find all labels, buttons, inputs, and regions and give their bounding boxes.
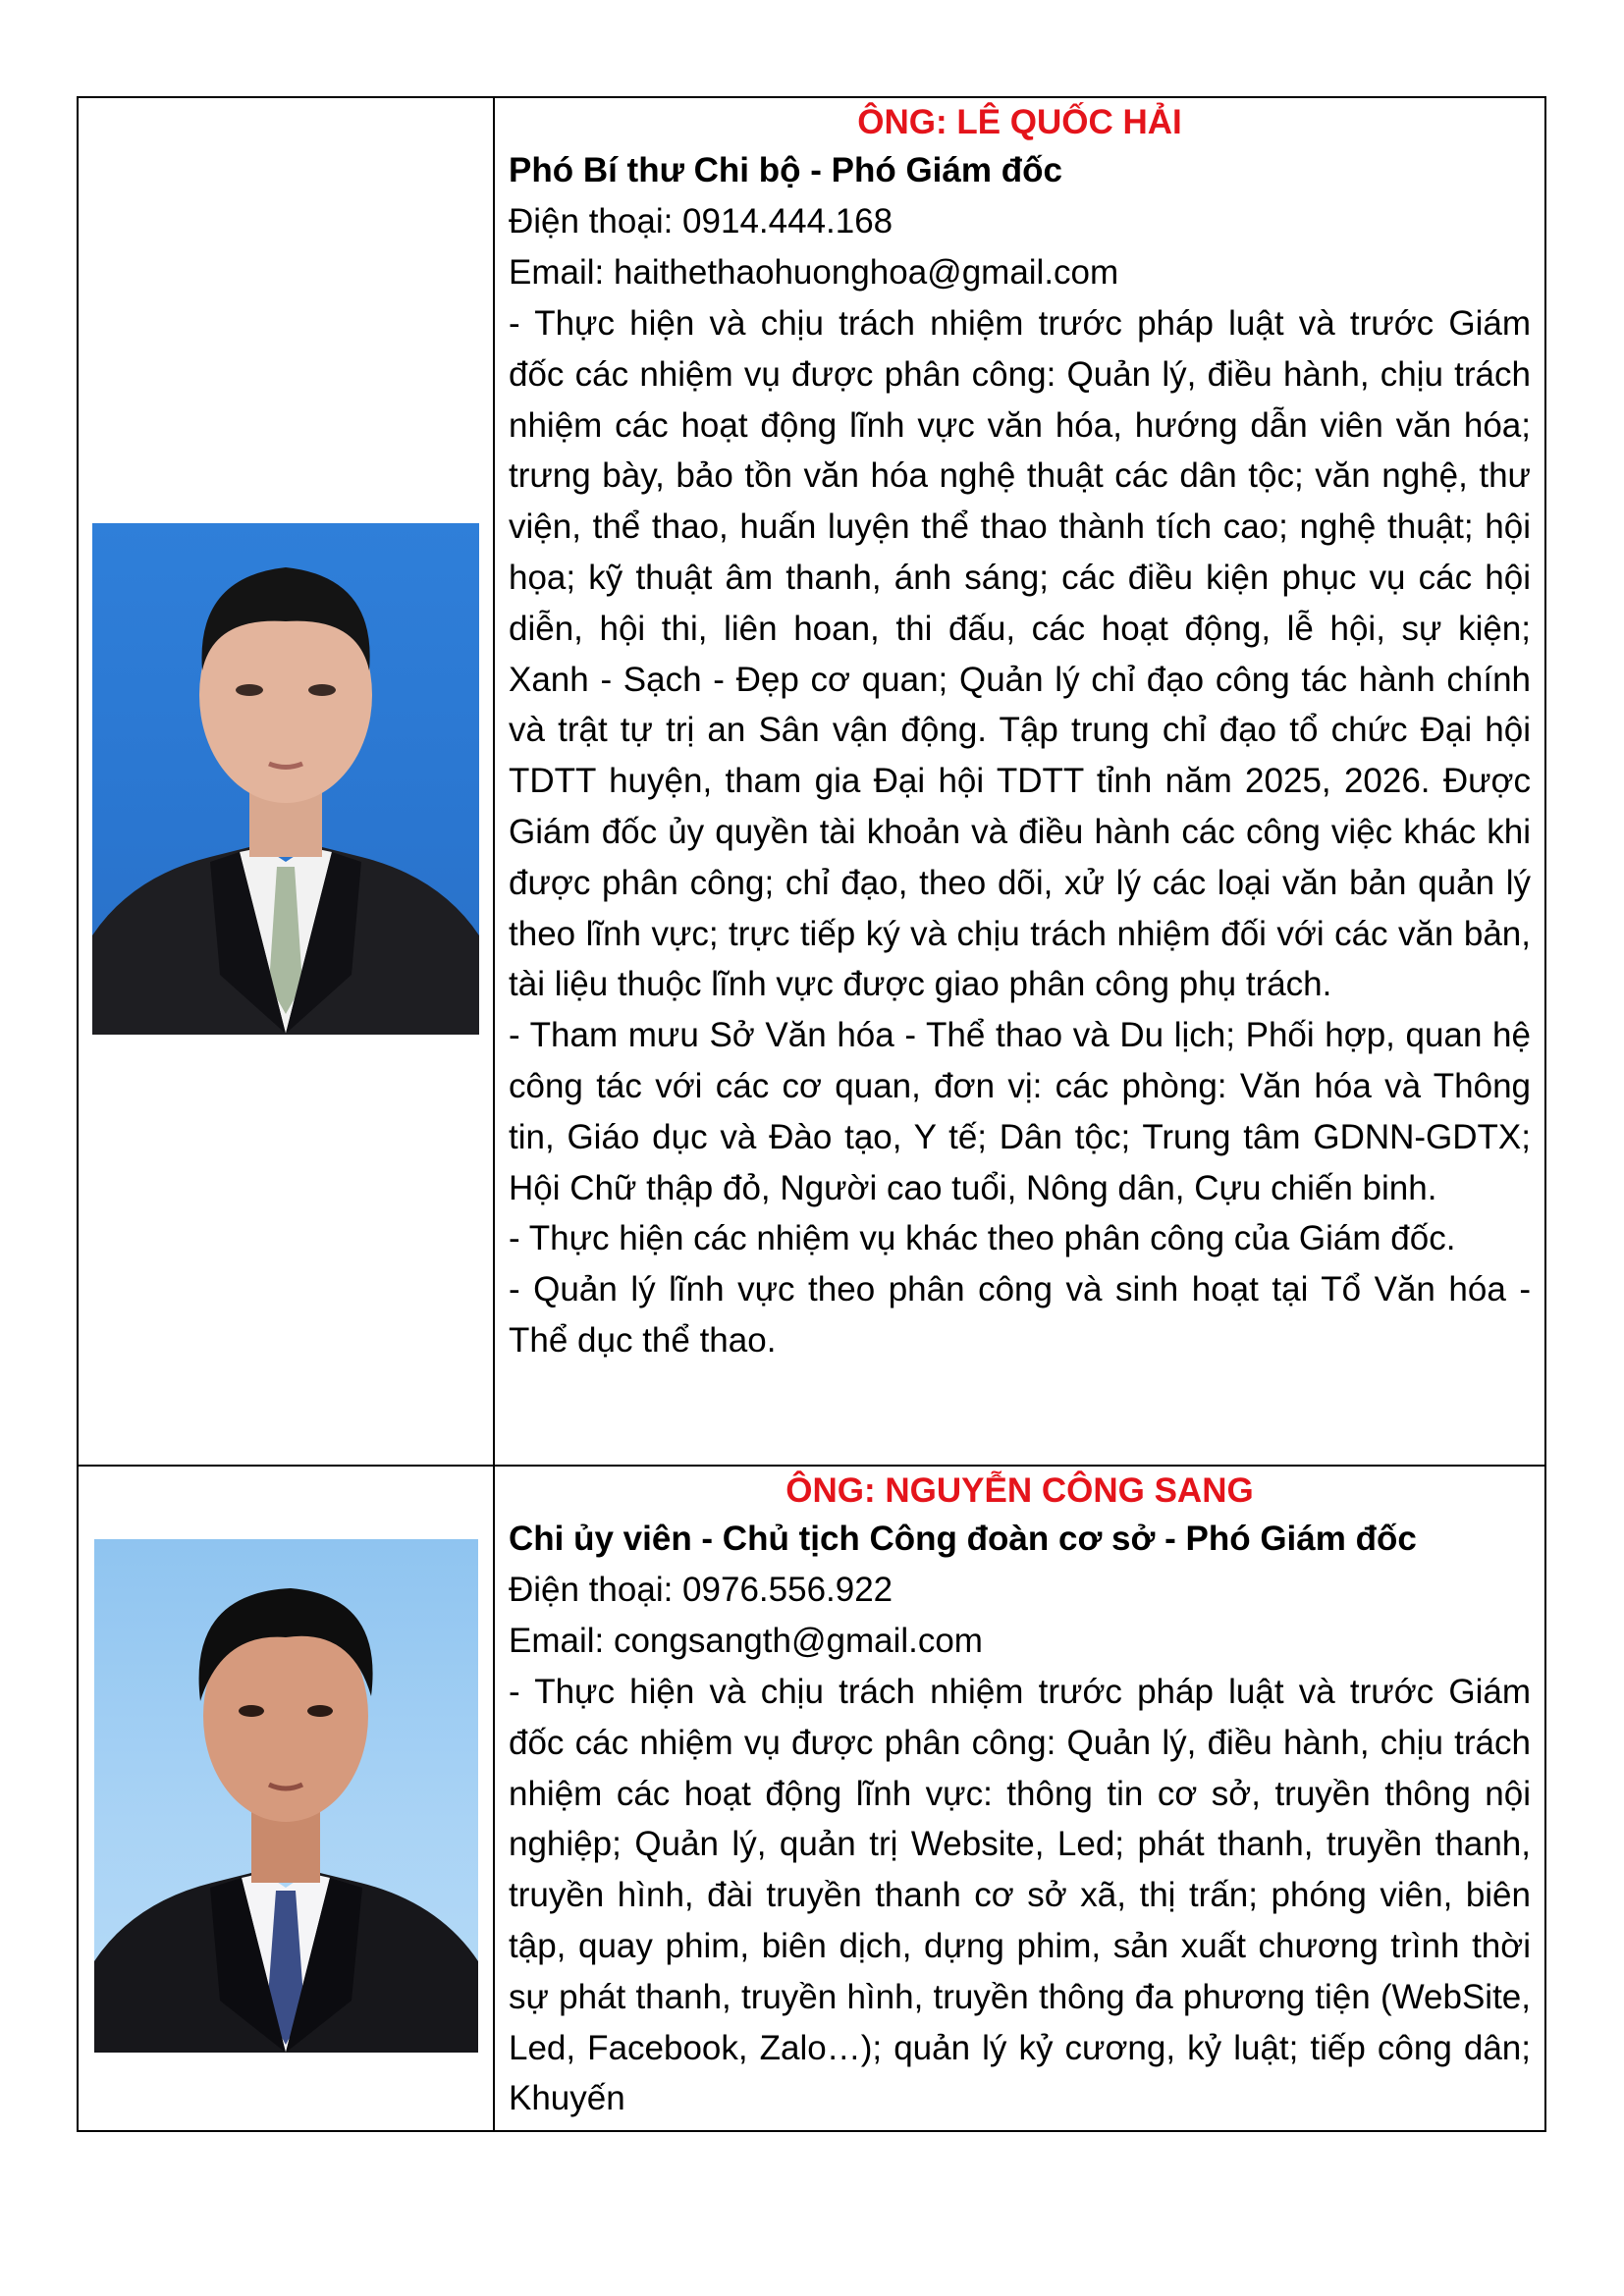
- portrait-photo: [94, 1539, 478, 2053]
- portrait-photo: [92, 523, 479, 1035]
- table-row: [78, 97, 1545, 1466]
- info-cell: [494, 1466, 1545, 2131]
- person-email: Email: congsangth@gmail.com: [509, 1622, 983, 1660]
- duty-paragraph: - Quản lý lĩnh vực theo phân công và sinh hoạt tại Tổ Văn hóa - Thể dục thể thao.: [509, 1270, 1531, 1360]
- info-cell: [494, 97, 1545, 1466]
- photo-cell: [78, 1466, 494, 2131]
- person-name: ÔNG: LÊ QUỐC HẢI: [857, 103, 1182, 141]
- duty-paragraph: - Tham mưu Sở Văn hóa - Thể thao và Du lịch; Phối hợp, quan hệ công tác với các cơ quan, đơn vị: các phòng: Văn hóa và Thông tin, Giáo dục và Đào tạo, Y tế; Dân tộc; Trung tâm GDNN-GDTX; Hội Chữ thập đỏ, Người cao tuổi, Nông dân, Cựu chiến binh.: [509, 1016, 1531, 1207]
- person-phone: Điện thoại: 0914.444.168: [509, 202, 893, 240]
- person-email: Email: haithethaohuonghoa@gmail.com: [509, 253, 1119, 292]
- person-role: Phó Bí thư Chi bộ - Phó Giám đốc: [509, 151, 1062, 189]
- person-role: Chi ủy viên - Chủ tịch Công đoàn cơ sở - Phó Giám đốc: [509, 1520, 1417, 1558]
- staff-table: [77, 96, 1546, 2132]
- photo-cell: [78, 97, 494, 1466]
- duty-paragraph: - Thực hiện và chịu trách nhiệm trước pháp luật và trước Giám đốc các nhiệm vụ được phân công: Quản lý, điều hành, chịu trách nhiệm các hoạt động lĩnh vực văn hóa, hướng dẫn viên văn hóa; trưng bày, bảo tồn văn hóa nghệ thuật các dân tộc; văn nghệ, thư viện, thể thao, huấn luyện thể thao thành tích cao; nghệ thuật; hội họa; kỹ thuật âm thanh, ánh sáng; các điều kiện phục vụ các hội diễn, hội thi, liên hoan, thi đấu, các hoạt động, lễ hội, sự kiện; Xanh - Sạch - Đẹp cơ quan; Quản lý chỉ đạo công tác hành chính và trật tự trị an Sân vận động. Tập trung chỉ đạo tổ chức Đại hội TDTT huyện, tham gia Đại hội TDTT tỉnh năm 2025, 2026. Được Giám đốc ủy quyền tài khoản và điều hành các công việc khác khi được phân công; chỉ đạo, theo dõi, xử lý các loại văn bản quản lý theo lĩnh vực; trực tiếp ký và chịu trách nhiệm đối với các văn bản, tài liệu thuộc lĩnh vực được giao phân công phụ trách.: [509, 304, 1531, 1004]
- duty-paragraph: - Thực hiện và chịu trách nhiệm trước pháp luật và trước Giám đốc các nhiệm vụ được phân công: Quản lý, điều hành, chịu trách nhiệm các hoạt động lĩnh vực: thông tin cơ sở, truyền thông nội nghiệp; Quản lý, quản trị Website, Led; phát thanh, truyền thanh, truyền hình, đài truyền thanh cơ sở xã, thị trấn; phóng viên, biên tập, quay phim, biên dịch, dựng phim, sản xuất chương trình thời sự phát thanh, truyền hình, truyền thông đa phương tiện (WebSite, Led, Facebook, Zalo…); quản lý kỷ cương, kỷ luật; tiếp công dân; Khuyến: [509, 1673, 1531, 2118]
- person-phone: Điện thoại: 0976.556.922: [509, 1571, 893, 1609]
- person-name: ÔNG: NGUYỄN CÔNG SANG: [785, 1471, 1254, 1510]
- portrait-illustration: [94, 1539, 478, 2053]
- portrait-illustration: [92, 523, 479, 1035]
- table-row: [78, 1466, 1545, 2131]
- duty-paragraph: - Thực hiện các nhiệm vụ khác theo phân công của Giám đốc.: [509, 1219, 1456, 1258]
